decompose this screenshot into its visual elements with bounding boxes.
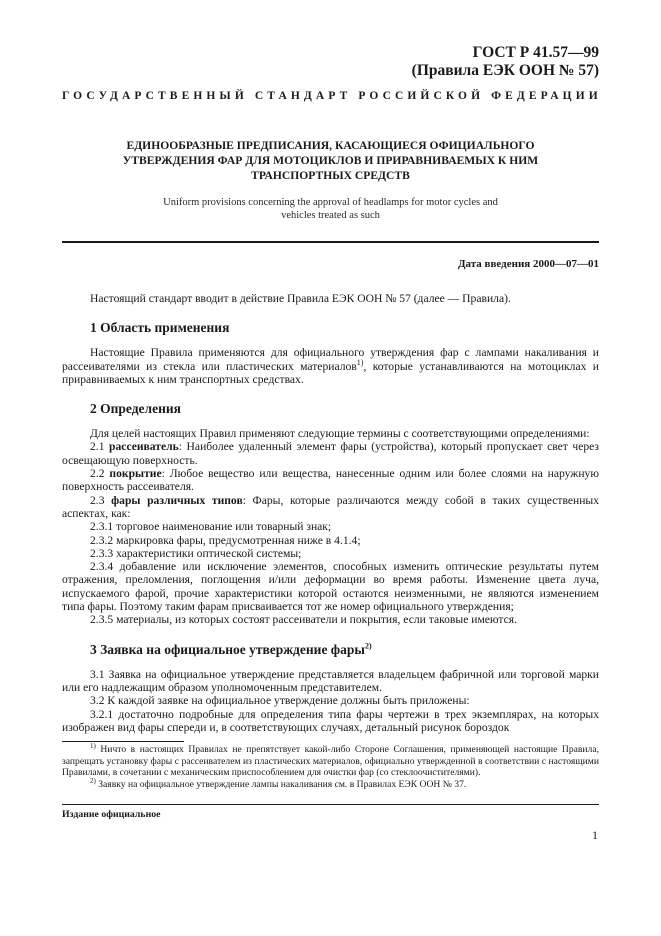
scope-text-continued: , которые устанавливаются на мотоциклах и приравниваемых к ним транспортных средствах. <box>62 359 599 386</box>
definition-2-1 <box>62 440 599 467</box>
defined-term: рассеиватель <box>109 440 179 454</box>
regulation-reference: (Правила ЕЭК ООН № 57) <box>411 62 599 79</box>
document-title-en <box>62 197 599 222</box>
section-heading-text: 3 Заявка на официальное утверждение фары <box>90 641 365 657</box>
footnote-divider <box>62 741 184 742</box>
title-ru-line: УТВЕРЖДЕНИЯ ФАР ДЛЯ МОТОЦИКЛОВ И ПРИРАВНИВАЕМЫХ К НИМ <box>122 154 539 167</box>
clause-3-2-1: 3.2.1 достаточно подробные для определения типа фары чертежи в трех экземплярах, на которых изображен вид фары спереди и, в соответствующих случаях, детальный рисунок бороздок <box>62 707 599 734</box>
clause-2-3-2: 2.3.2 маркировка фары, предусмотренная ниже в 4.1.4; <box>90 533 361 547</box>
definition-2-3 <box>62 494 599 521</box>
clause-3-1: 3.1 Заявка на официальное утверждение представляется владельцем фабричной или торговой марки или его надлежащим образом уполномоченным представителем. <box>62 667 599 694</box>
footnote-ref-1[interactable]: 1) <box>356 357 364 367</box>
title-ru-line: ЕДИНООБРАЗНЫЕ ПРЕДПИСАНИЯ, КАСАЮЩИЕСЯ ОФИЦИАЛЬНОГО <box>126 139 535 152</box>
definition-text: : Наиболее удаленный элемент фары (устройства), который пропускает свет через освещающую поверхность. <box>62 440 600 467</box>
intro-paragraph: Настоящий стандарт вводит в действие Правила ЕЭК ООН № 57 (далее — Правила). <box>90 292 511 305</box>
defined-term: покрытие <box>109 467 162 481</box>
footer-divider <box>62 804 599 805</box>
definition-text: : Фары, которые различаются между собой в таких существенных аспектах, как: <box>62 493 599 520</box>
clause-number: 2.1 <box>90 440 105 454</box>
clause-2-3-3: 2.3.3 характеристики оптической системы; <box>90 546 302 560</box>
clause-2-3-4: 2.3.4 добавление или исключение элементов, способных изменить оптические результаты путем отражения, преломления, поглощения и/или деформации во время работы. Изменение цвета луча, испускаемого фарой, прочие характеристики которой остаются неизменными, не являются изменением типа фары. Поэтому таким фарам присваивается тот же номер официального утверждения; <box>62 560 599 614</box>
footnotes <box>62 741 599 790</box>
title-divider <box>62 241 599 243</box>
clause-2-3-1: 2.3.1 торговое наименование или товарный знак; <box>90 520 332 534</box>
edition-label: Издание официальное <box>62 809 161 820</box>
clause-number: 2.2 <box>90 467 105 481</box>
doc-number: ГОСТ Р 41.57—99 <box>472 44 599 61</box>
page-number: 1 <box>592 828 598 842</box>
footnote-mark: 1) <box>90 741 96 750</box>
title-en-line: Uniform provisions concerning the approval of headlamps for motor cycles and <box>163 197 498 208</box>
clause-3-2: 3.2 К каждой заявке на официальное утверждение должны быть приложены: <box>90 694 470 708</box>
document-body <box>62 292 599 734</box>
introduction-date: Дата введения 2000—07—01 <box>457 258 599 270</box>
footnote-mark: 2) <box>90 776 96 785</box>
title-ru-line: ТРАНСПОРТНЫХ СРЕДСТВ <box>251 169 410 182</box>
definitions-intro: Для целей настоящих Правил применяют следующие термины с соответствующими определениями: <box>90 427 590 441</box>
footnote-text: Заявку на официальное утверждение лампы накаливания см. в Правилах ЕЭК ООН № 37. <box>95 778 467 790</box>
clause-2-3-5: 2.3.5 материалы, из которых состоят рассеиватели и покрытия, если таковые имеются. <box>90 613 518 627</box>
section-heading-definitions: 2 Определения <box>90 401 181 417</box>
scope-paragraph <box>62 346 599 386</box>
section-heading-application <box>62 642 599 658</box>
scope-text: Настоящие Правила применяются для официального утверждения фар с лампами накаливания и рассеивателями из стекла или пластических материалов <box>62 346 599 373</box>
definition-2-2 <box>62 467 599 494</box>
section-heading-scope: 1 Область применения <box>90 320 230 336</box>
document-title-ru <box>62 138 599 183</box>
document-identifier <box>412 44 599 80</box>
defined-term: фары различных типов <box>111 493 243 507</box>
clause-number: 2.3 <box>90 493 105 507</box>
title-en-line: vehicles treated as such <box>281 209 380 221</box>
footnote-text: Ничто в настоящих Правилах не препятствует какой-либо Стороне Соглашения, применяющей настоящие Правила, запрещать установку фары с рассеивателем из пластических материалов, официально утвержденной в соответствии с настоящими Правилами, в сочетании с механическим приспособлением для очистки фар (со стеклоочистителями). <box>62 744 599 779</box>
footnote-2 <box>62 776 599 791</box>
standard-name: ГОСУДАРСТВЕННЫЙ СТАНДАРТ РОССИЙСКОЙ ФЕДЕРАЦИИ <box>62 90 602 102</box>
definition-text: : Любое вещество или вещества, нанесенные одним или более слоями на наружную поверхность рассеивателя. <box>62 467 599 494</box>
footnote-ref-2[interactable]: 2) <box>364 641 372 651</box>
footnote-1 <box>62 741 599 779</box>
